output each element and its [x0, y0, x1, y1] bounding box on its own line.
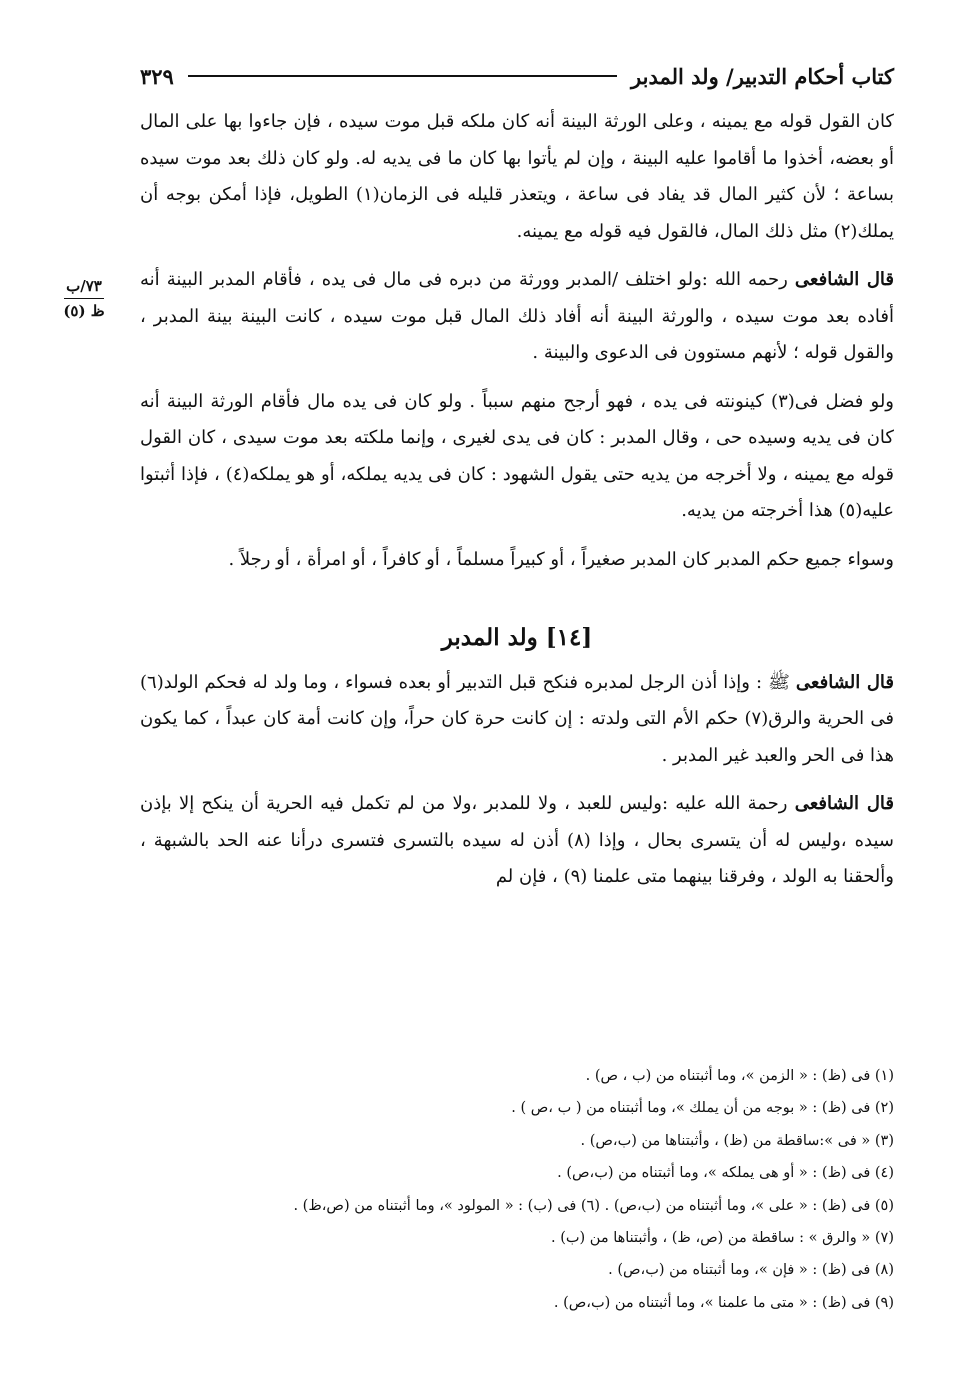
paragraph-text: كان القول قوله مع يمينه ، وعلى الورثة البينة أنه كان ملكه قبل موت سيده ، فإن جاءوا بها على المال أو بعضه، أخذوا ما أقاموا عليه البينة ، وإن لم يأتوا بها كان ما فى يديه له. ولو كان ذلك بعد موت سيده بساعة ؛ لأن كثير المال قد يفاد فى ساعة ، ويتعذر قليله فى الزمان(١) الطويل، فإذا أمكن بوجه أن يملك(٢) مثل ذلك المال، فالقول فيه قوله مع يمينه.	[140, 111, 894, 242]
paragraph	[140, 384, 894, 530]
page-header	[140, 58, 894, 94]
header-rule	[188, 75, 617, 77]
paragraph-text: رحمه الله :ولو اختلف /المدبر وورثة من دبره فى مال فى يده ، فأقام المدبر البينة أنه أفاده بعد موت سيده ، والورثة البينة أنه أفاد ذلك المال قبل موت سيده ، كانت البينة بينة المدبر ، والقول قوله ؛ لأنهم مستوون فى الدعوى والبينة .	[140, 269, 894, 363]
margin-folio-ref: ٧٣/ب	[64, 274, 104, 299]
footnote: (٣) « فى »:ساقطة من (ظ) ، وأثبتناها من (ب،ص) .	[580, 1132, 894, 1149]
paragraph	[140, 262, 894, 372]
margin-manuscript-ref: ظ (٥)	[63, 302, 105, 320]
paragraph-lead: قال الشافعى	[795, 671, 894, 693]
footnote: (٧) « والرق » : ساقطة من (ص، ظ) ، وأثبتناها من (ب) .	[550, 1230, 894, 1247]
paragraph	[140, 665, 894, 775]
paragraph	[140, 542, 894, 579]
paragraph-text: ﷺ : وإذا أذن الرجل لمدبره فنكح قبل التدبير أو بعده فسواء ، وما ولد له فحكم الولد(٦) فى الحرية والرق(٧) حكم الأم التى ولدته : إن كانت حرة كان حراً، وإن كانت أمة كان عبداً ، كما يكون هذا فى الحر والعبد غير المدبر .	[140, 671, 894, 766]
footnote: (٨) فى (ظ) : « فإن »، وما أثبتناه من (ب،ص) .	[608, 1262, 894, 1279]
footnote: (١) فى (ظ) : « الزمن »، وما أثبتناه من (ب ، ص) .	[585, 1068, 894, 1084]
paragraph-lead: قال الشافعى	[794, 793, 894, 814]
paragraph-text: رحمة الله عليه :وليس للعبد ، ولا للمدبر ،ولا من لم تكمل فيه الحرية أن ينكح إلا بإذن سيده ،وليس له أن يتسرى بحال ، وإذا (٨) أذن له سيده بالتسرى فتسرى درأنا عنه الحد بالشبهة ، وألحقنا به الولد ، وفرقنا بينهما متى علمنا (٩) ، فإن لم	[140, 793, 894, 887]
paragraph	[140, 786, 894, 896]
footnote: (٢) فى (ظ) : « بوجه من أن يملك »، وما أثبتناه من ( ب ،ص ) .	[511, 1100, 894, 1117]
footnote: (٩) فى (ظ) : « متى ما علمنا »، وما أثبتناه من (ب،ص) .	[553, 1294, 894, 1311]
section-title: [١٤] ولد المدبر	[441, 624, 593, 651]
running-title: كتاب أحكام التدبير/ ولد المدبر	[631, 63, 894, 89]
paragraph-text: وسواء جميع حكم المدبر كان المدبر صغيراً ، أو كبيراً مسلماً ، أو كافراً ، أو امرأة ، أو رجلاً .	[228, 548, 894, 570]
footnote: (٤) فى (ظ) : « أو هى يملكه »، وما أثبتناه من (ب،ص) .	[557, 1165, 894, 1182]
paragraph-lead: قال الشافعى	[794, 269, 894, 290]
footnote: (٥) فى (ظ) : « على »، وما أثبتناه من (ب،ص) . (٦) فى (ب) : « المولود »، وما أثبتناه من (ص،ظ) .	[293, 1197, 894, 1214]
paragraph-text: ولو فضل فى(٣) كينونته فى يده ، فهو أرجح منهم سبباً . ولو كان فى يده مال فأقام الورثة البينة أنه كان فى يديه وسيده حى ، وقال المدبر : كان فى يدى لغيرى ، وإنما ملكته بعد موت سيدى ، كان القول قوله مع يمينه ، ولا أخرجه من يديه حتى يقول الشهود : كان فى يديه يملكه، أو هو يملكه(٤) ، فإذا أثبتوا عليه(٥) هذا أخرجته من يديه.	[140, 390, 894, 521]
page-number: ٣٢٩	[140, 63, 174, 89]
footnotes	[140, 1060, 894, 1319]
paragraph	[140, 104, 894, 250]
main-text	[140, 104, 894, 908]
margin-folio-note	[48, 274, 120, 323]
